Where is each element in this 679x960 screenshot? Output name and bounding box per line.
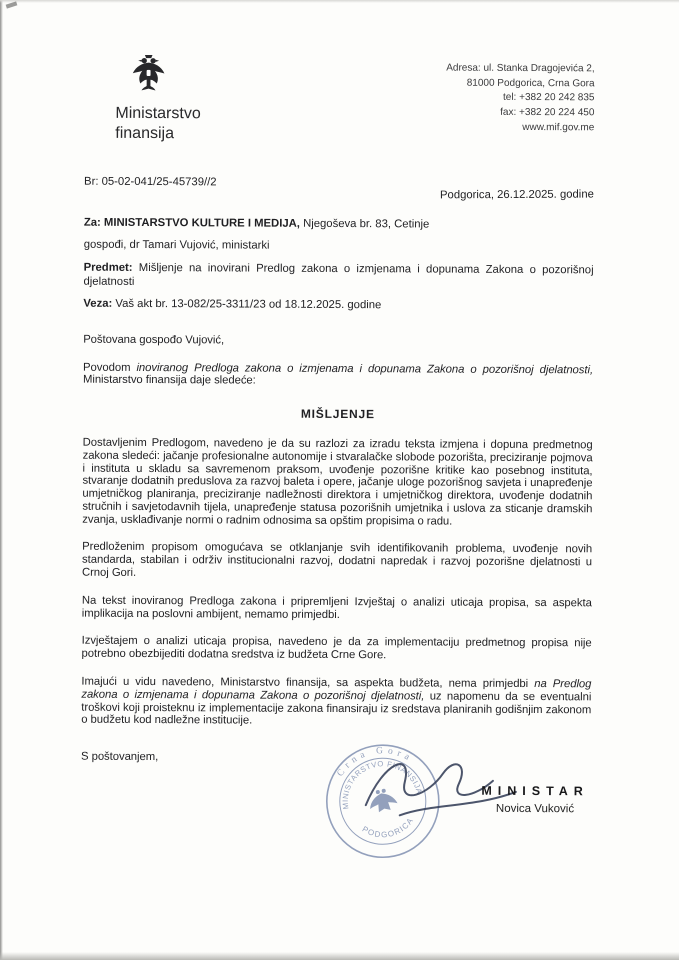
website-line: www.mif.gov.me — [522, 121, 595, 134]
recipient-block — [0, 215, 678, 314]
paragraph-1: Dostavljenim Predlogom, navedeno je da su razlozi za izradu teksta izmjena i dopuna predmetnog zakona sledeći: jačanje profesionalne autonomije i stvaralačke slobode pozorišta, preciziranje pojmova i instituta u skladu sa savremenom praksom, uvođenje pozorišne kritike kao posebnog instituta, stvaranje dodatnih preduslova za razvoj baleta i opere, jačanje uloge pozorišnog savjeta i unapređenje umjetničkog planiranja, preciziranje nadležnosti direktora i umjetničkog direktora, uvođenje dodatnih stručnih i savjetodavnih tijela, unapređenje statusa pozorišnih umjetnika i uslova za sticanje dramskih zvanja, usklađivanje normi o radnim odnosima sa opštim propisima o radu. — [82, 436, 593, 528]
ministry-name-line1: Ministarstvo — [115, 104, 201, 123]
salutation: Poštovana gospođo Vujović, — [83, 333, 225, 347]
intro-paragraph — [83, 361, 593, 389]
intro-text-end: Ministarstvo finansija daje sledeće: — [82, 373, 256, 387]
paragraph-5 — [81, 676, 591, 730]
reference-label: Veza: — [83, 298, 113, 311]
recipient-name: MINISTARSTVO KULTURE I MEDIJA, — [103, 216, 300, 230]
reference-line — [83, 297, 593, 314]
intro-text-start: Povodom — [83, 361, 131, 374]
opinion-title: MIŠLJENJE — [300, 406, 375, 422]
letter-body — [0, 333, 677, 767]
scan-edge-top — [0, 0, 679, 3]
contact-address-block — [446, 55, 595, 136]
intro-italic-text: inoviranog Predloga zakona o izmjenama i dopunama Zakona o pozorišnoj djelatnosti, — [136, 361, 594, 376]
attention-line: gospođi, dr Tamari Vujović, ministarki — [83, 239, 270, 252]
letterhead — [0, 0, 679, 147]
address-line: Adresa: ul. Stanka Dragojevića 2, — [446, 62, 595, 75]
coat-of-arms-icon — [130, 53, 168, 95]
closing-line: S poštovanjem, — [81, 750, 159, 764]
scan-edge-bottom — [0, 952, 679, 960]
stamp-inner-top-text: MINISTARSTVO FINANSIJA — [340, 759, 425, 810]
subject-line — [83, 260, 593, 291]
ministry-name — [115, 104, 201, 144]
place-and-date: Podgorica, 26.12.2025. godine — [440, 188, 595, 202]
paragraph-5-text-start: Imajući u vidu navedeno, Ministarstvo finansija, sa aspekta budžeta, nema primjedbi — [81, 675, 529, 691]
fax-line: fax: +382 20 224 450 — [500, 106, 595, 119]
reference-row — [0, 175, 678, 202]
stamp-outer-text: Crna Gora — [335, 746, 415, 779]
minister-signature-block — [481, 784, 589, 816]
address-line: 81000 Podgorica, Crna Gora — [466, 77, 595, 90]
to-label: Za: — [83, 216, 101, 229]
minister-name: Novica Vuković — [495, 802, 575, 816]
minister-title: MINISTAR — [481, 783, 589, 799]
subject-label: Predmet: — [83, 261, 133, 274]
paragraph-2: Predloženim propisom omogućava se otklanjanje svih identifikovanih problema, uvođenje novih standarda, stabilan i održiv institucionalni razvoj, dodatni napredak i razvoj pozorišne djelatnosti u Crnoj Gori. — [81, 541, 593, 580]
paragraph-3: Na tekst inoviranog Predloga zakona i pripremljeni Izvještaj o analizi uticaja propisa, sa aspekta implikacija na poslovni ambijent, nemamo primjedbi. — [81, 594, 592, 621]
scan-edge-left — [0, 0, 3, 960]
subject-text: Mišljenje na inovirani Predlog zakona o izmjenama i dopunama Zakona o pozorišnoj djelatnosti — [83, 261, 594, 288]
ministry-name-line2: finansija — [115, 124, 175, 143]
phone-line: tel: +382 20 242 835 — [502, 92, 595, 104]
stamp-bottom-text: PODGORICA — [360, 815, 416, 840]
reference-text: Vaš akt br. 13-082/25-3311/23 od 18.12.2025. godine — [115, 298, 382, 312]
paragraph-5-text-end: uz napomenu da se eventualni troškovi koji proisteknu iz implementacije zakona finansiraju iz sredstava planiranih godišnjim zakonom o budžetu kod nadležne institucije. — [81, 690, 592, 728]
paragraph-4: Izvještajem o analizi uticaja propisa, navedeno je da za implementaciju predmetnog propisa nije potrebno obezbijediti dodatna sredstva iz budžeta Crne Gore. — [81, 635, 592, 662]
ministry-logo-block — [115, 53, 201, 144]
reference-number: Br: 05-02-041/25-45739//2 — [84, 175, 217, 189]
recipient-line — [84, 216, 594, 233]
paragraph-5-italic-text: na Predlog zakona o izmjenama i dopunama Zakona o pozorišnoj djelatnosti, — [81, 678, 592, 703]
recipient-address: Njegoševa br. 83, Cetinje — [303, 217, 430, 231]
